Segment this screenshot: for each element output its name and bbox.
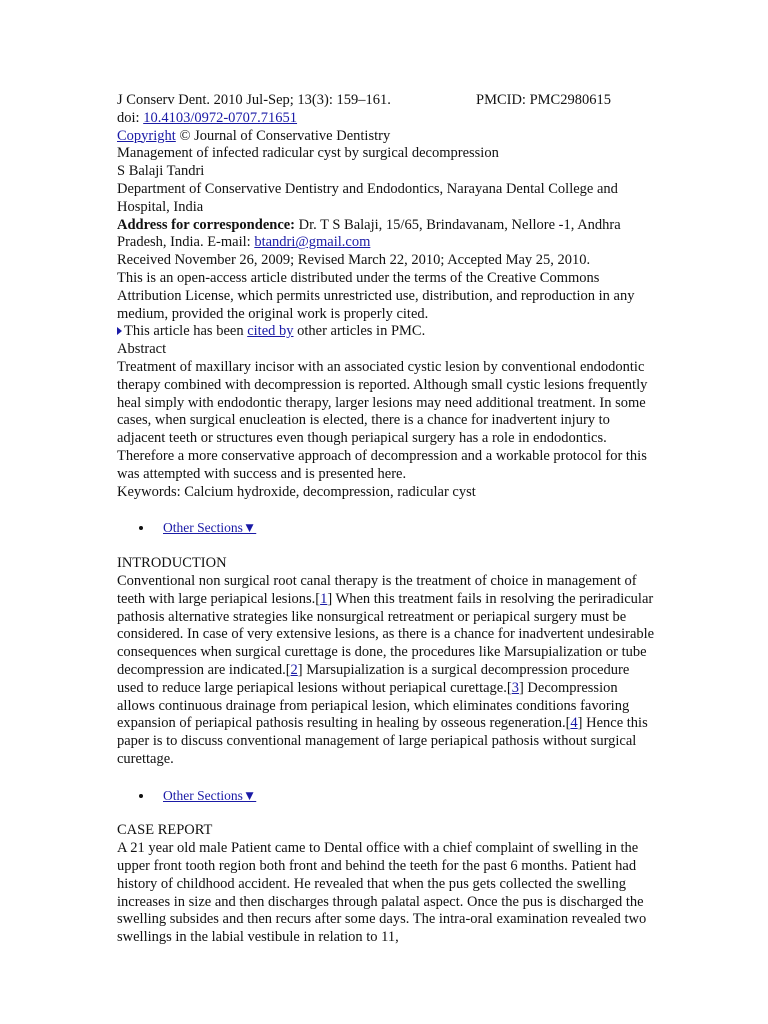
copyright-link[interactable]: Copyright — [117, 127, 176, 144]
abstract-text: Treatment of maxillary incisor with an associated cystic lesion by conventional endodontic therapy combined with decompression is reported. Although small cystic lesions frequently heal simply with endodontic therapy, larger lesions may need additional treatment. In some cases, when surgical enucleation is elected, there is a chance for inadvertent injury to adjacent teeth or structures even though periapical surgery has a role in endodontics. Therefore a more conservative approach of decompression and a workable protocol for this was attempted with success and is presented here. — [117, 358, 648, 482]
copyright-text: © Journal of Conservative Dentistry — [175, 127, 391, 144]
reference-link-2[interactable]: 2 — [290, 661, 298, 678]
triangle-right-icon — [117, 327, 122, 335]
abstract-heading: Abstract — [117, 341, 167, 358]
pmcid: PMCID: PMC2980615 — [476, 92, 611, 108]
case-report-text: A 21 year old male Patient came to Dental office with a chief complaint of swelling in the upper front tooth region both front and behind the teeth for the past 6 months. Patient had history of childhood accident. He revealed that when the pus gets collected the swelling increases in size and then discharges through palatal aspect. Once the pus is discharged the swelling subsides and then recurs after some days. The intra-oral examination revealed two swellings in the labial vestibule in relation to 11, — [117, 840, 647, 946]
correspondence-label: Address for correspondence: — [117, 216, 296, 233]
citation-row — [117, 92, 657, 110]
other-sections-link-2[interactable]: Other Sections▼ — [163, 787, 257, 803]
cited-prefix: This article has been — [124, 323, 248, 340]
keywords: Keywords: Calcium hydroxide, decompression, radicular cyst — [117, 483, 476, 500]
other-sections-link[interactable]: Other Sections▼ — [163, 520, 257, 536]
intro-segment: ] Marsupialization is a surgical decompression procedure used to reduce large periapical lesions without periapical curettage.[ — [117, 661, 630, 696]
other-sections-nav-2 — [139, 787, 657, 805]
journal-citation: J Conserv Dent. 2010 Jul-Sep; 13(3): 159–161. — [117, 92, 391, 108]
doi-label: doi: — [117, 109, 140, 126]
article-dates: Received November 26, 2009; Revised March 22, 2010; Accepted May 25, 2010. — [117, 252, 591, 269]
license-text: This is an open-access article distributed under the terms of the Creative Commons Attribution License, which permits unrestricted use, distribution, and reproduction in any medium, provided the original work is properly cited. — [117, 269, 635, 322]
intro-segment: Conventional non surgical root canal therapy is the treatment of choice in management of teeth with large periapical lesions.[ — [117, 572, 637, 607]
author-name: S Balaji Tandri — [117, 163, 205, 180]
article-title: Management of infected radicular cyst by surgical decompression — [117, 145, 499, 162]
introduction-heading: INTRODUCTION — [117, 555, 227, 572]
introduction-text — [117, 573, 657, 769]
correspondence-text: Dr. T S Balaji, 15/65, Brindavanam, Nellore -1, Andhra Pradesh, India. E-mail: — [117, 216, 621, 251]
correspondence — [117, 217, 657, 253]
bullet-icon — [139, 526, 143, 530]
affiliation: Department of Conservative Dentistry and Endodontics, Narayana Dental College and Hospital, India — [117, 180, 618, 215]
bullet-icon — [139, 794, 143, 798]
copyright-line — [117, 128, 657, 146]
reference-link-1[interactable]: 1 — [320, 590, 328, 607]
article-page — [117, 92, 657, 947]
doi-link[interactable]: 10.4103/0972-0707.71651 — [143, 109, 298, 126]
cited-suffix: other articles in PMC. — [293, 323, 426, 340]
cited-by-link[interactable]: cited by — [247, 323, 294, 340]
case-report-heading: CASE REPORT — [117, 822, 213, 839]
other-sections-nav — [139, 519, 657, 537]
email-link[interactable]: btandri@gmail.com — [254, 234, 371, 251]
intro-segment: ] When this treatment fails in resolving the periradicular pathosis alternative strategies like nonsurgical retreatment or periapical surgery must be considered. In case of very extensive lesions, as there is a chance for inadvertent undesirable consequences when surgical curettage is done, the procedures like Marsupialization or tube decompression are indicated.[ — [117, 590, 655, 678]
reference-link-4[interactable]: 4 — [570, 715, 578, 732]
intro-segment: ] Hence this paper is to discuss conventional management of large periapical pathosis without surgical curettage. — [117, 715, 648, 767]
intro-segment: ] Decompression allows continuous drainage from periapical lesion, which eliminates conditions favoring expansion of periapical pathosis resulting in healing by osseous regeneration.[ — [117, 679, 630, 732]
doi-line — [117, 110, 657, 128]
reference-link-3[interactable]: 3 — [511, 679, 519, 696]
cited-by-line — [117, 323, 657, 341]
